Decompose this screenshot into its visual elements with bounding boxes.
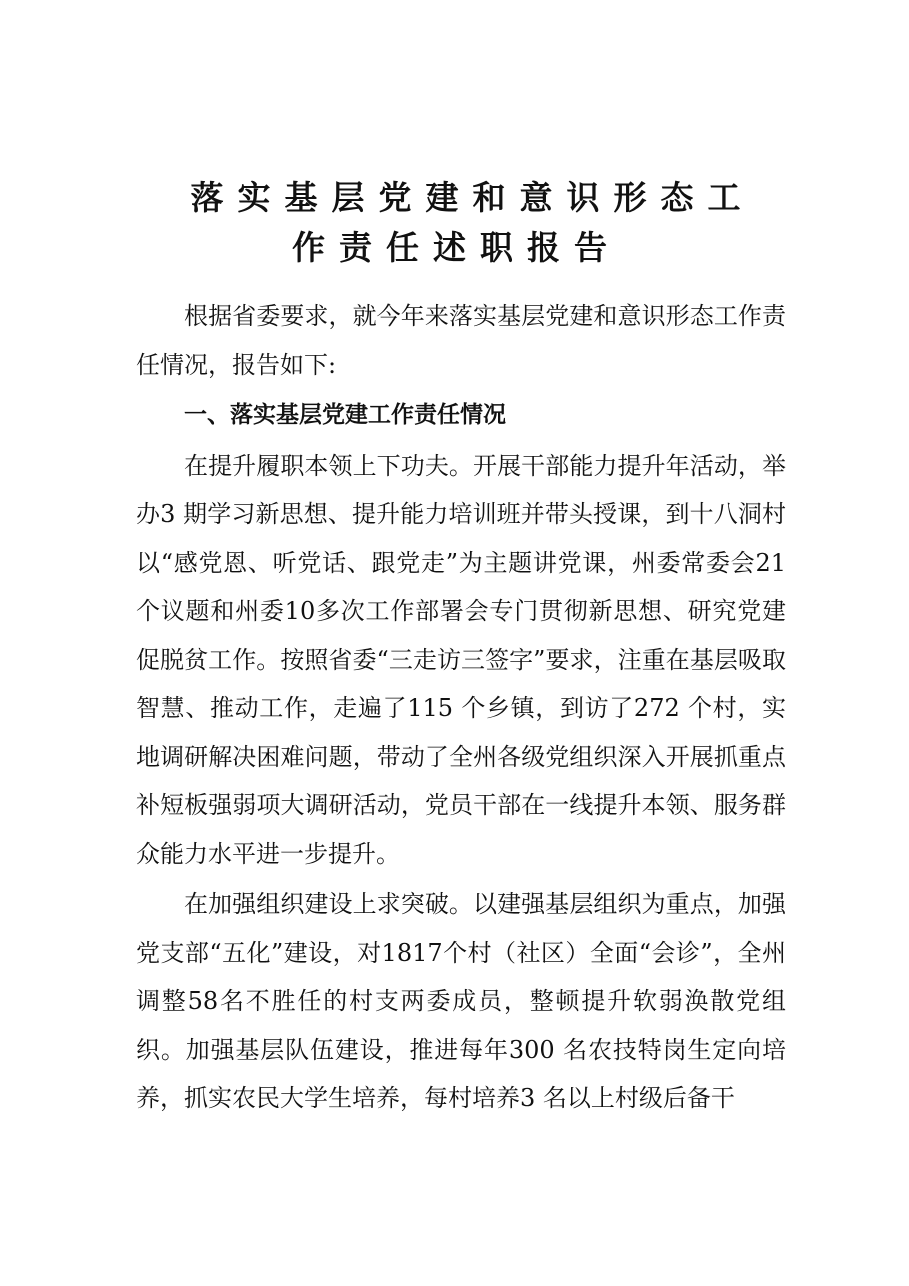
document-body (136, 292, 786, 1123)
document-title-line-1: 落实基层党建和意识形态工 (190, 178, 755, 217)
intro-paragraph: 根据省委要求，就今年来落实基层党建和意识形态工作责任情况，报告如下: (136, 302, 786, 379)
body-paragraph-2: 在加强组织建设上求突破。以建强基层组织为重点，加强党支部“五化”建设，对1817个村（社区）全面“会诊”，全州调整58名不胜任的村支两委成员，整顿提升软弱涣散党组织。加强基层队伍建设，推进每年300 名农技特岗生定向培养，抓实农民大学生培养，每村培养3 名以上村级后备干 (136, 890, 786, 1112)
document-title-line-2: 作责任述职报告 (292, 228, 621, 267)
body-paragraph-1: 在提升履职本领上下功夫。开展干部能力提升年活动，举办3 期学习新思想、提升能力培训班并带头授课，到十八洞村以“感党恩、听党话、跟党走”为主题讲党课，州委常委会21个议题和州委10多次工作部署会专门贯彻新思想、研究党建促脱贫工作。按照省委“三走访三签字”要求，注重在基层吸取智慧、推动工作，走遍了115 个乡镇，到访了272 个村，实地调研解决困难问题，带动了全州各级党组织深入开展抓重点补短板强弱项大调研活动，党员干部在一线提升本领、服务群众能力水平进一步提升。 (136, 451, 786, 868)
section-heading: 一、落实基层党建工作责任情况 (184, 402, 506, 428)
